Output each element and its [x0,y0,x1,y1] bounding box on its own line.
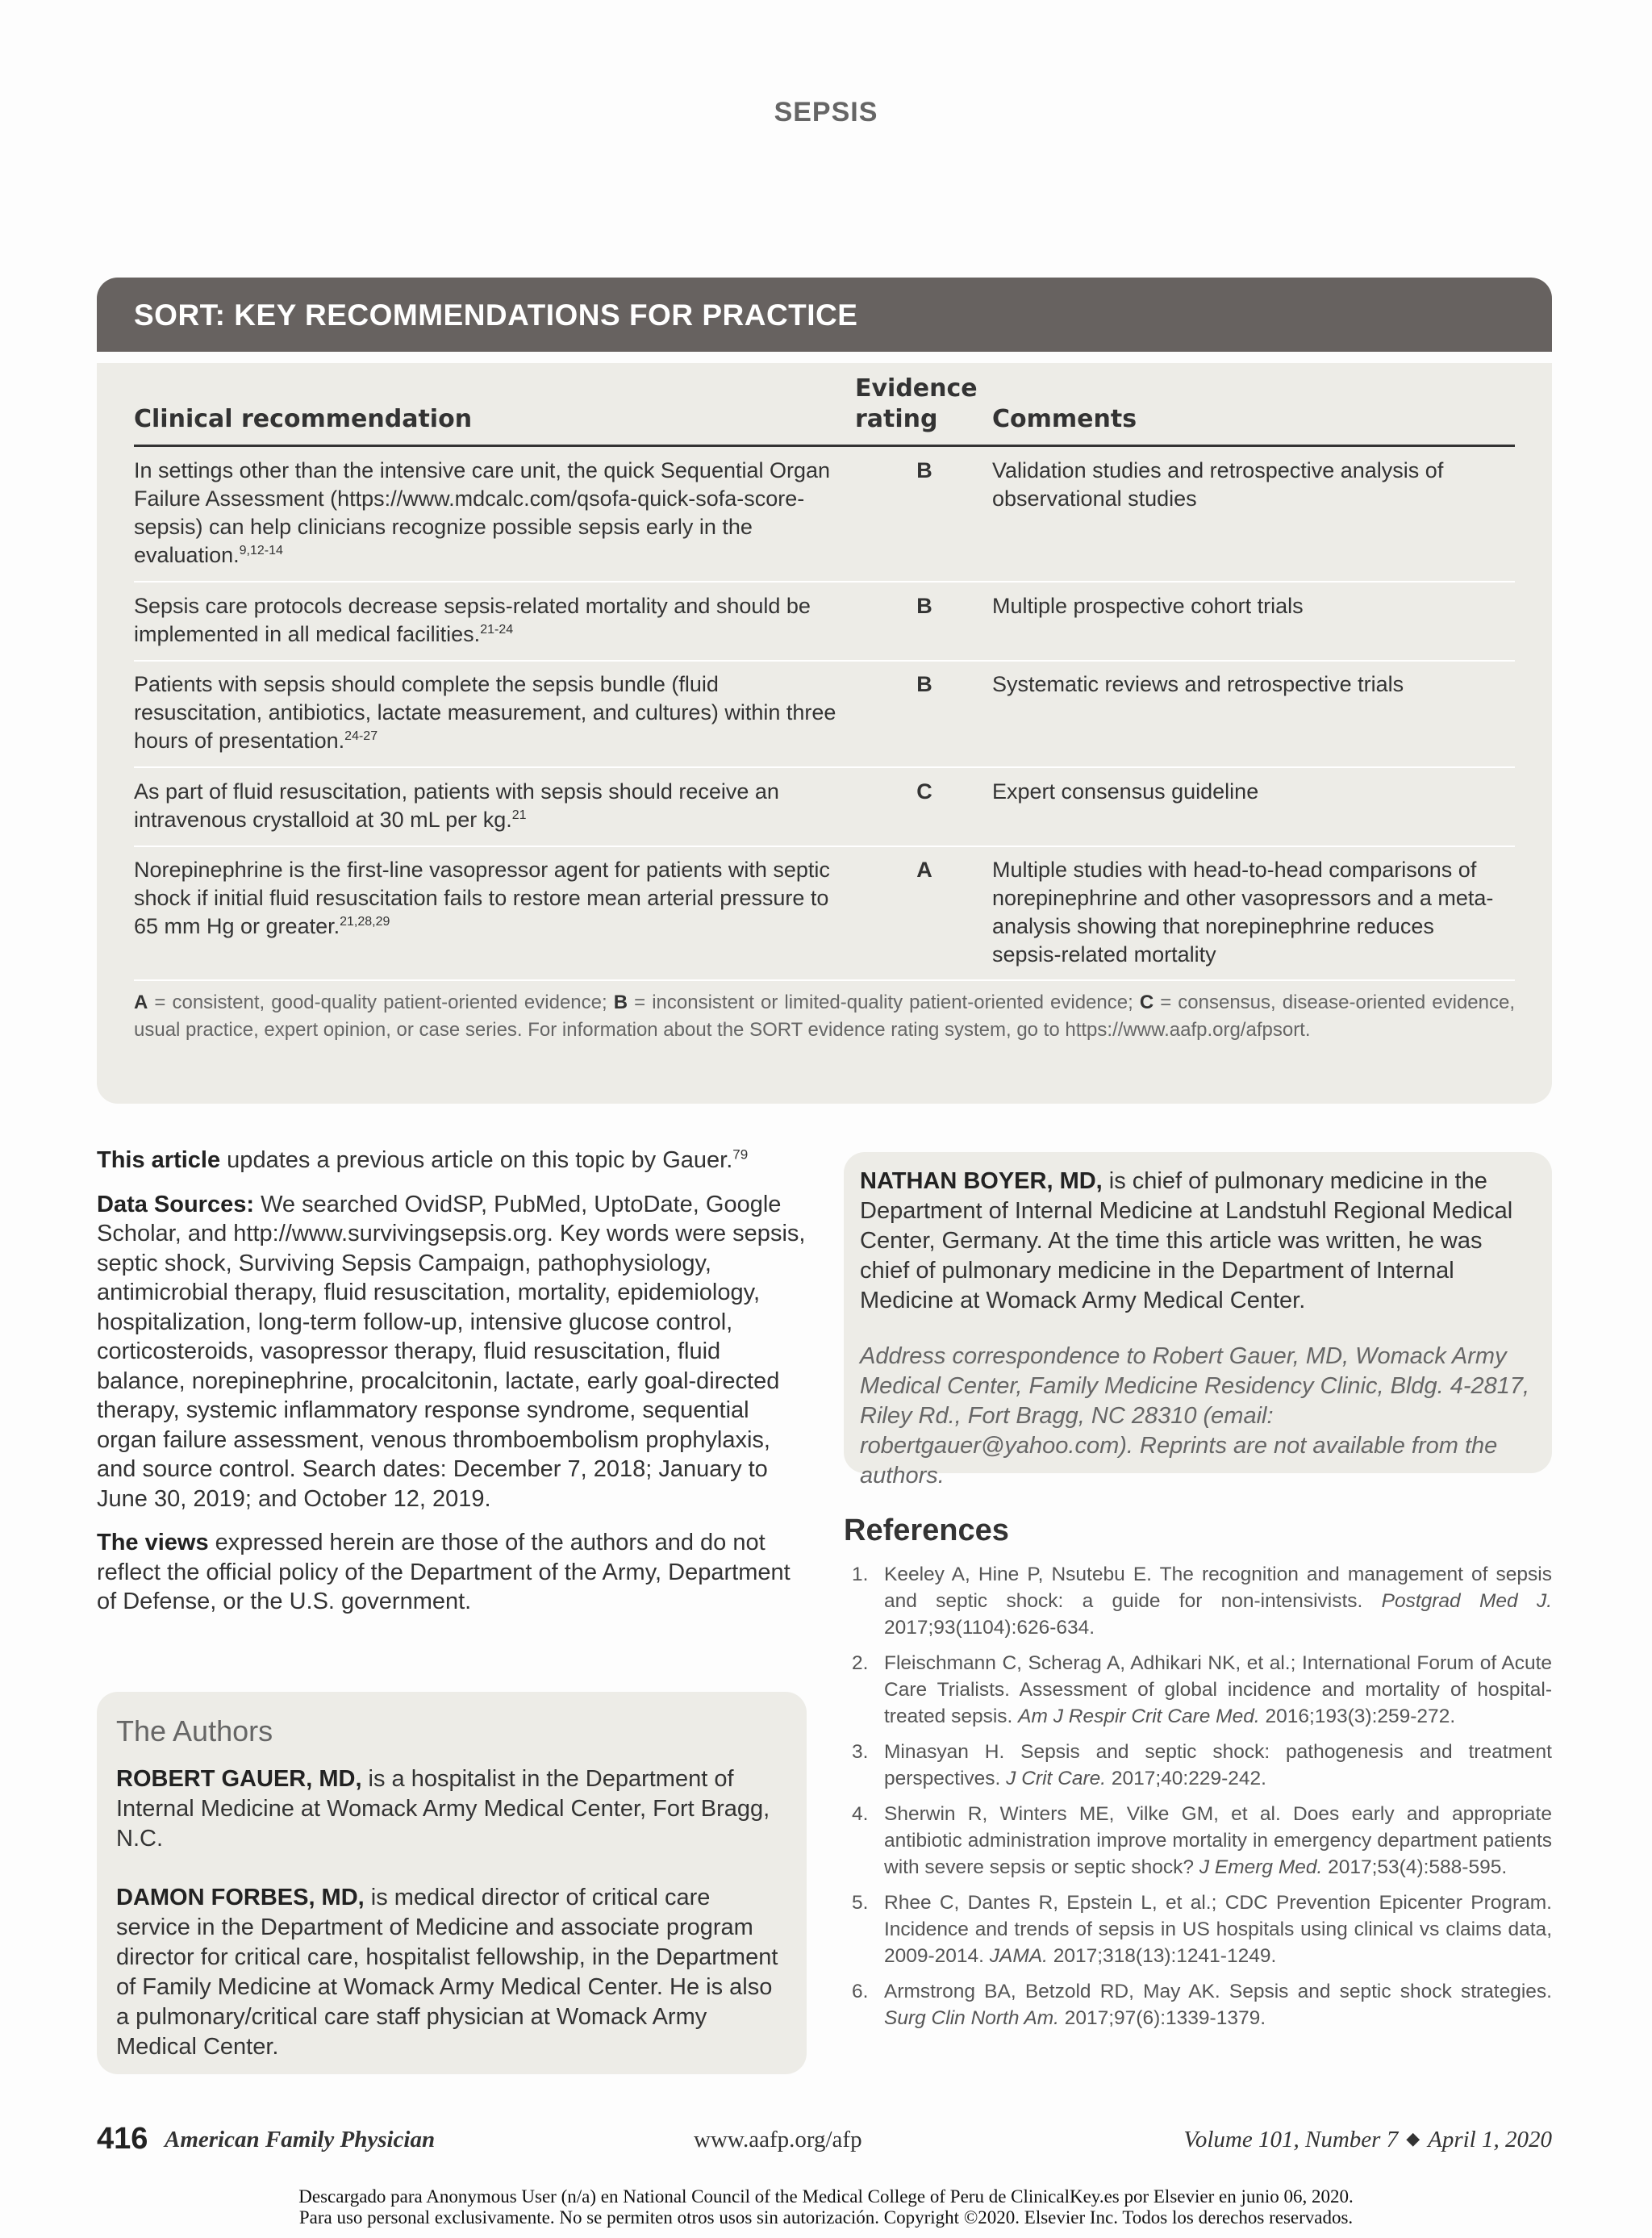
column-header-rating-line1: Evidence [855,374,978,403]
download-notice: Descargado para Anonymous User (n/a) en National Council of the Medical College of Peru de ClinicalKey.es por Elsevier en junio 06, 2020. [298,2186,1354,2207]
citation: 9,12-14 [239,544,283,557]
recommendation-text: In settings other than the intensive care unit, the quick Sequential Organ Failure Assessment (https://www.mdcalc.com/qsofa-quick-sofa-score-sepsis) can help clinicians recognize possible sepsis early in the evaluation.$^{9,12-14}$ [134,458,831,567]
column-header-rating-line2: rating [855,405,938,433]
journal-url: www.aafp.org/afp [694,2127,862,2152]
views-disclaimer: The views expressed herein are those of the authors and do not reflect the official policy of the Department of the Army, Department of Defense, or the U.S. government. [97,1530,791,1614]
recommendation-comment: Expert consensus guideline [992,779,1259,804]
column-header-recommendation: Clinical recommendation [134,405,473,433]
references-title: References [844,1514,1009,1547]
citation: 24-27 [344,729,378,743]
reference-item: 4. Sherwin R, Winters ME, Vilke GM, et al. Does early and appropriate antibiotic administration improve mortality in emergency department patients with severe sepsis or septic shock? J Emerg Med. 2017;53(4):588-595. [852,1803,1552,1878]
journal-name: American Family Physician [165,2127,436,2152]
row-divider [134,846,1515,847]
recommendation-comment: Systematic reviews and retrospective trials [992,672,1404,696]
copyright-notice: Para uso personal exclusivamente. No se permiten otros usos sin autorización. Copyright ©2020. Elsevier Inc. Todos los derechos reservados. [298,2207,1354,2228]
volume-info: Volume 101, Number 7 ◆ April 1, 2020 [1183,2127,1552,2152]
sort-legend: A = consistent, good-quality patient-oriented evidence; B = inconsistent or limited-quality patient-oriented evidence; C = consensus, disease-oriented evidence, usual practice, expert opinion, or case series. For information about the SORT evidence rating system, go to https://www.aafp.org/afpsort. [134,992,1515,1041]
row-divider [134,660,1515,662]
evidence-rating: B [916,672,932,696]
sort-recommendations-box [97,278,1552,1104]
section-title: SEPSIS [774,97,878,127]
article-note: This article updates a previous article on this topic by Gauer.$^{79}$ [97,1146,749,1173]
author-bio-forbes: DAMON FORBES, MD, is medical director of critical care service in the Department of Medicine and associate program director for critical care, hospitalist fellowship, in the Department of Family Medicine at Womack Army Medical Center. He is also a pulmonary/critical care staff physician at Womack Army Medical Center. [116,1885,778,2060]
left-column [97,1146,807,1631]
citation: 21-24 [480,623,514,637]
sort-header-gap [97,352,1552,363]
evidence-rating: B [916,594,932,618]
header-rule [134,445,1515,447]
page-number: 416 [97,2122,148,2156]
evidence-rating: A [916,858,932,882]
correspondence-address: Address correspondence to Robert Gauer, MD, Womack Army Medical Center, Family Medicine Residency Clinic, Bldg. 4-2817, Riley Rd., Fort Bragg, NC 28310 (email: robertgauer@yahoo.com). Reprints are not available from the authors. [860,1343,1530,1489]
row-divider [134,581,1515,582]
recommendation-text: As part of fluid resuscitation, patients with sepsis should receive an intravenous crystalloid at 30 mL per kg.$^{21}$ [134,779,779,832]
reference-item: 2. Fleischmann C, Scherag A, Adhikari NK, et al.; International Forum of Acute Care Trialists. Assessment of global incidence and mortality of hospital-treated sepsis. Am J Respir Crit Care Med. 2016;193(3):259-272. [852,1652,1552,1727]
diamond-bullet-icon: ◆ [1406,2128,1420,2148]
author-bio-gauer: ROBERT GAUER, MD, is a hospitalist in the Department of Internal Medicine at Womack Army Medical Center, Fort Bragg, N.C. [116,1766,770,1852]
citation: 21 [511,808,527,822]
data-sources: Data Sources: We searched OvidSP, PubMed, UptoDate, Google Scholar, and http://www.survivingsepsis.org. Key words were sepsis, septic shock, Surviving Sepsis Campaign, pathophysiology, antimicrobial therapy, fluid resuscitation, mortality, epidemiology, hospitalization, long-term follow-up, intensive glucose control, corticosteroids, vasopressor therapy, fluid resuscitation, fluid balance, norepinephrine, procalcitonin, lactate, early goal-directed therapy, systemic inflammatory response syndrome, sequential organ failure assessment, venous thromboembolism prophylaxis, and source control. Search dates: December 7, 2018; January to June 30, 2019; and October 12, 2019. [97,1191,806,1512]
recommendation-comment: Multiple studies with head-to-head comparisons of norepinephrine and other vasopressors and a meta-analysis showing that norepinephrine reduces sepsis-related mortality [992,858,1494,967]
reference-item: 5. Rhee C, Dantes R, Epstein L, et al.; CDC Prevention Epicenter Program. Incidence and trends of sepsis in US hospitals using clinical vs claims data, 2009-2014. JAMA. 2017;318(13):1241-1249. [852,1892,1552,1967]
citation: 21,28,29 [340,915,390,929]
reference-item: 1. Keeley A, Hine P, Nsutebu E. The recognition and management of sepsis and septic shock: a guide for non-intensivists. Postgrad Med J. 2017;93(1104):626-634. [852,1564,1553,1639]
evidence-rating: C [916,779,932,804]
recommendation-text: Norepinephrine is the first-line vasopressor agent for patients with septic shock if initial fluid resuscitation fails to restore mean arterial pressure to 65 mm Hg or greater.$^{21,28,29}$ [134,858,830,938]
recommendation-comment: Multiple prospective cohort trials [992,594,1304,618]
column-header-comments: Comments [992,405,1137,433]
reference-item: 3. Minasyan H. Sepsis and septic shock: pathogenesis and treatment perspectives. J Crit Care. 2017;40:229-242. [852,1741,1552,1789]
authors-box [97,1692,807,2074]
evidence-rating: B [916,458,932,482]
sort-title: SORT: KEY RECOMMENDATIONS FOR PRACTICE [97,278,1552,352]
author-bio-boyer: NATHAN BOYER, MD, is chief of pulmonary medicine in the Department of Internal Medicine at Landstuhl Regional Medical Center, Germany. At the time this article was written, he was chief of pulmonary medicine in the Department of Internal Medicine at Womack Army Medical Center. [860,1168,1513,1313]
authors-title: The Authors [116,1714,273,1747]
references-list [844,1561,1552,2040]
row-divider [134,979,1515,981]
recommendation-comment: Validation studies and retrospective analysis of observational studies [992,458,1444,511]
row-divider [134,766,1515,768]
citation: 79 [732,1146,749,1163]
recommendation-text: Patients with sepsis should complete the sepsis bundle (fluid resuscitation, antibiotics, lactate measurement, and cultures) within three hours of presentation.$^{24-27}$ [134,672,836,753]
author-continued-box [844,1152,1552,1489]
reference-item: 6. Armstrong BA, Betzold RD, May AK. Sepsis and septic shock strategies. Surg Clin North Am. 2017;97(6):1339-1379. [852,1981,1552,2029]
recommendation-text: Sepsis care protocols decrease sepsis-related mortality and should be implemented in all medical facilities.$^{21-24}$ [134,594,811,646]
